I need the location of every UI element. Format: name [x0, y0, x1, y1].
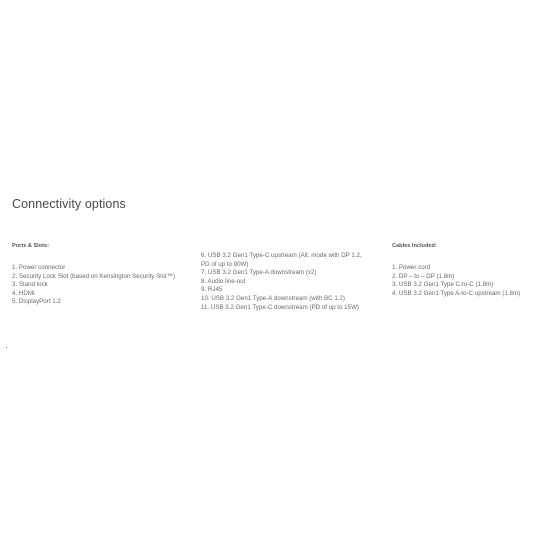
ports-list-left	[12, 264, 192, 307]
list-item: 1. Power cord	[392, 264, 431, 271]
section-title: Connectivity options	[12, 197, 126, 211]
list-item: 5. DisplayPort 1.2	[12, 298, 61, 306]
list-item: 2. Security Lock Slot (based on Kensington Security Slot™)	[12, 272, 176, 280]
cables-list	[392, 264, 532, 298]
list-item: 1. Power connector	[12, 264, 66, 271]
list-item: 10. USB 3.2 Gen1 Type-A downstream (with BC 1.2)	[201, 294, 345, 302]
list-item: 3. Stand lock	[12, 281, 48, 289]
cables-included-label: Cables Included:	[392, 243, 437, 249]
list-item: 4. USB 3.2 Gen1 Type A-to-C upstream (1.8m)	[392, 289, 521, 297]
ports-list-right	[201, 252, 371, 312]
list-item: 9. RJ45	[201, 286, 223, 294]
list-item: 4. HDMI	[12, 289, 35, 297]
list-item: 7. USB 3.2 Gen1 Type-A downstream (x2)	[201, 269, 317, 277]
list-item: 6. USB 3.2 Gen1 Type-C upstream (Alt. mode with DP 1.2, PD of up to 90W)	[201, 252, 362, 268]
list-item: 8. Audio line-out	[201, 277, 246, 285]
list-item: 3. USB 3.2 Gen1 Type C-to-C (1.8m)	[392, 281, 494, 289]
stray-dot	[6, 347, 7, 348]
list-item: 2. DP – to – DP (1.8m)	[392, 272, 455, 280]
ports-slots-label: Ports & Slots:	[12, 243, 49, 249]
list-item: 11. USB 3.2 Gen1 Type-C downstream (PD of up to 15W)	[201, 303, 359, 311]
